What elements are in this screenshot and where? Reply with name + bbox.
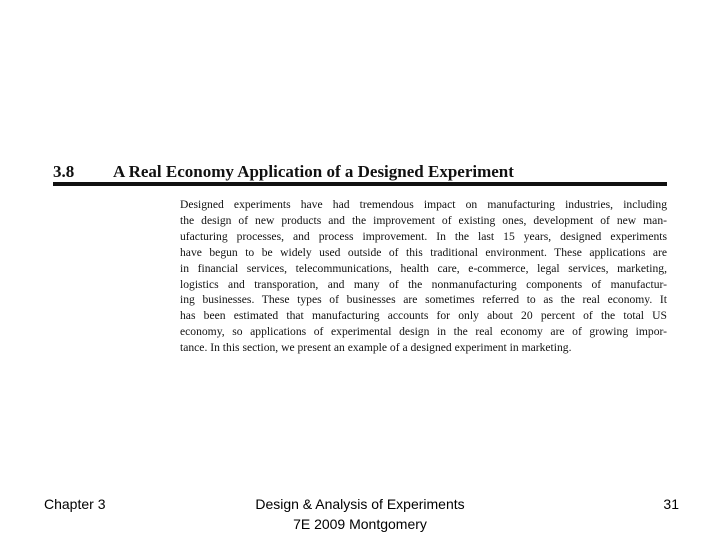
- paragraph-line: tance. In this section, we present an example of a designed experiment in marketing.: [180, 341, 572, 355]
- paragraph-line: has been estimated that manufacturing accounts for only about 20 percent of the total US: [180, 309, 667, 323]
- paragraph-line: ufacturing processes, and process improvement. In the last 15 years, designed experiments: [180, 229, 667, 243]
- paragraph-line: logistics and transporation, and many of the nonmanufacturing components of manufactur-: [180, 277, 667, 291]
- section-heading: [53, 160, 667, 184]
- footer-book-title: [210, 494, 510, 534]
- paragraph-line: the design of new products and the improvement of existing ones, development of new man-: [180, 213, 667, 227]
- paragraph-line: have begun to be widely used outside of this traditional environment. These applications are: [180, 245, 667, 259]
- footer-edition-line: 7E 2009 Montgomery: [293, 516, 427, 532]
- section-number: 3.8: [53, 162, 75, 181]
- section-title: A Real Economy Application of a Designed Experiment: [113, 162, 514, 181]
- paragraph-line: in financial services, telecommunications, health care, e-commerce, legal services, marketing,: [180, 261, 667, 275]
- textbook-excerpt: [53, 158, 667, 355]
- footer-title-line: Design & Analysis of Experiments: [255, 496, 465, 512]
- heading-rule: [53, 182, 667, 186]
- body-paragraph: [180, 197, 667, 356]
- paragraph-line: Designed experiments have had tremendous impact on manufacturing industries, including: [180, 198, 667, 211]
- paragraph-line: economy, so applications of experimental design in the real economy are of growing impor-: [180, 325, 667, 339]
- paragraph-line: ing businesses. These types of businesses are sometimes referred to as the real economy. It: [180, 293, 667, 307]
- footer-page-number: 31: [663, 496, 679, 512]
- footer-chapter: Chapter 3: [44, 496, 106, 512]
